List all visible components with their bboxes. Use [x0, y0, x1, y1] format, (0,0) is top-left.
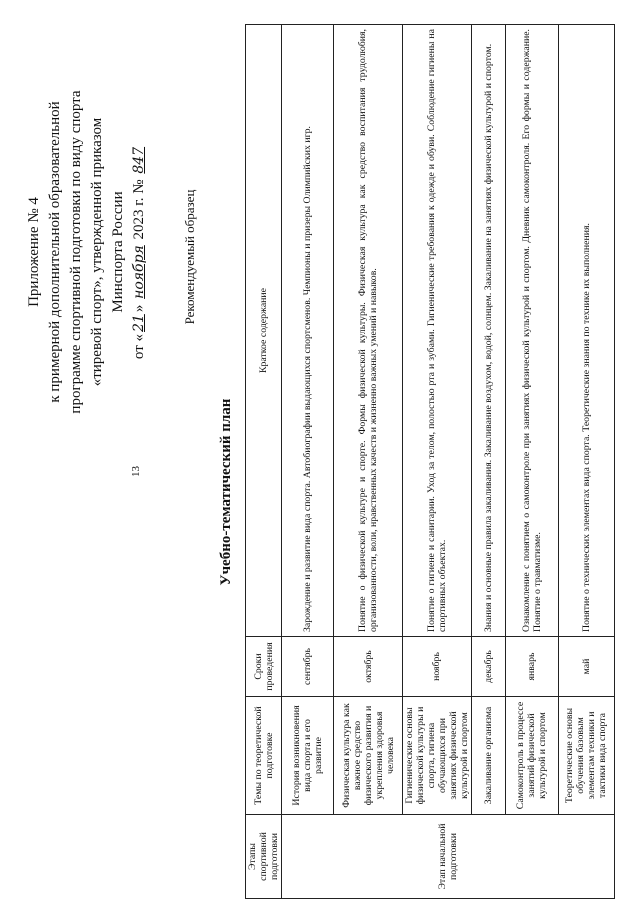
table-row: [472, 25, 506, 899]
theme-cell: Теоретические основы обучения базовым элементам техники и тактики вида спорта: [558, 697, 614, 815]
appendix-line-5: Минспорта России: [110, 191, 126, 313]
header-content: Краткое содержание: [246, 25, 282, 637]
appendix-line-3: программе спортивной подготовки по виду спорта: [68, 90, 84, 414]
table-row: [506, 25, 558, 899]
content-cell: Ознакомление с понятием о самоконтроле при занятиях физической культурой и спортом. Дневник самоконтроля. Его формы и содержание. Понятие о травматизме.: [506, 25, 558, 637]
table-row: [334, 25, 402, 899]
recommended-sample-note: Рекомендуемый образец: [182, 189, 197, 325]
theme-cell: Самоконтроль в процессе занятий физической культурой и спортом: [506, 697, 558, 815]
header-term: Сроки проведения: [246, 637, 282, 697]
term-cell: октябрь: [334, 637, 402, 697]
stage-cell: Этап начальной подготовки: [282, 815, 615, 899]
table-header-row: [246, 25, 282, 899]
theme-cell: Закаливание организма: [472, 697, 506, 815]
order-month: ноября: [131, 245, 147, 299]
table-row: [402, 25, 471, 899]
plan-title: Учебно-тематический план: [218, 398, 234, 586]
term-cell: сентябрь: [282, 637, 334, 697]
page-number: 13: [130, 466, 142, 477]
order-date-line: от «21» ноября 2023 г. № 847: [129, 22, 150, 482]
appendix-line-4: «тиревой спорт», утвержденной приказом: [89, 117, 105, 387]
content-cell: Понятие о физической культуре и спорте. Формы физической культуры. Физическая культура как средство воспитания трудолюбия, организованности, воли, нравственных качеств и жизненно важных умений и навыков.: [334, 25, 402, 637]
table-row: [558, 25, 614, 899]
term-cell: май: [558, 637, 614, 697]
appendix-title: Приложение № 4: [26, 197, 42, 307]
term-cell: ноябрь: [402, 637, 471, 697]
table-row: [282, 25, 334, 899]
content-cell: Понятие о гигиене и санитарии. Уход за телом, полостью рта и зубами. Гигиенические требования к одежде и обуви. Соблюдение гигиены на спортивных объектах.: [402, 25, 471, 637]
term-cell: январь: [506, 637, 558, 697]
theme-cell: Физическая культура как важное средство физического развития и укрепления здоровья человека: [334, 697, 402, 815]
header-stage: Этапы спортивной подготовки: [246, 815, 282, 899]
content-cell: Знания и основные правила закаливания. Закаливание воздухом, водой, солнцем. Закаливание на занятиях физической культурой и спортом.: [472, 25, 506, 637]
theme-cell: Гигиенические основы физической культуры и спорта, гигиена обучающихся при занятиях физической культурой и спортом: [402, 697, 471, 815]
appendix-header: [24, 22, 150, 482]
appendix-line-2: к примерной дополнительной образовательной: [47, 101, 63, 403]
order-day: 21: [131, 314, 147, 332]
header-theme: Темы по теоретической подготовке: [246, 697, 282, 815]
theme-cell: История возникновения вида спорта и его развитие: [282, 697, 334, 815]
thematic-plan-table: [245, 24, 615, 899]
content-cell: Зарождение и развитие вида спорта. Автобиографии выдающихся спортсменов. Чемпионы и призеры Олимпийских игр.: [282, 25, 334, 637]
content-cell: Понятие о технических элементах вида спорта. Теоретические знания по технике их выполнения.: [558, 25, 614, 637]
order-number: 847: [131, 146, 147, 174]
term-cell: декабрь: [472, 637, 506, 697]
